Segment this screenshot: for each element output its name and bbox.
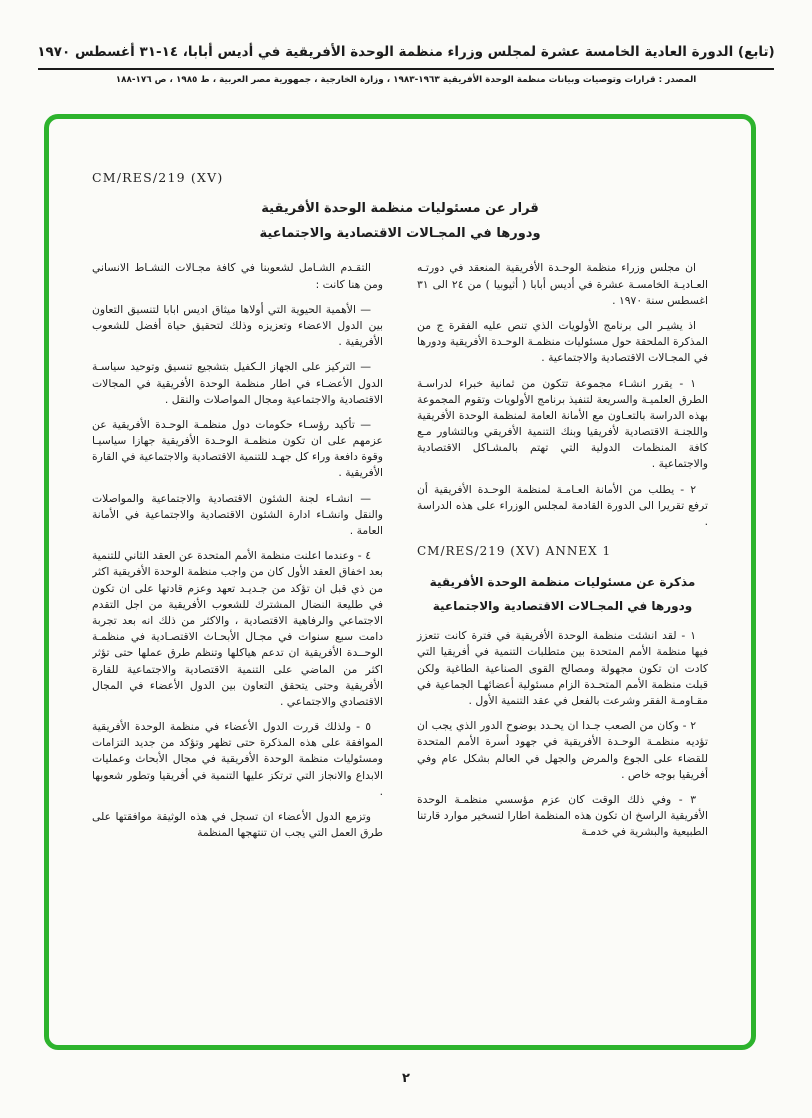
paragraph: — الأهمية الحيوية التي أولاها ميثاق اديس ابابا لتنسيق التعاون بين الدول الاعضاء وتعزيزه وذلك لتحقيق حياة أفضل للشعوب الأفريقية . (92, 302, 383, 349)
document-header (34, 42, 778, 85)
paragraph: ٢ - يطلب من الأمانة العـامـة لمنظمة الوحـدة الأفريقية أن ترفع تقريرا الى الدورة القادمة لمجلس الوزراء على هذه الدراسة . (417, 482, 708, 528)
paragraph: ٣ - وفي ذلك الوقت كان عزم مؤسسي منظمـة الوحدة الأفريقية الراسخ ان تكون هذه المنظمة اطارا لتسخير موارد قارتنا الطبيعية والبشرية في خدمـة (417, 792, 708, 839)
paragraph: ١ - يقرر انشـاء مجموعة تتكون من ثمانية خبراء لدراسـة الطرق العلميـة والسريعة لتنفيذ برنامج الأولويات وتقوم المجموعة بهذه الدراسة بالتعـاون مع الأمانة العامة لمنظمة الوحدة الأفريقية واللجنـة الاقتصادية لأفريقيا وبنك التنمية الأفريقي وبالتشاور مـع كافة المنظمات الدولية التي تهتم بالمشـاكل الاقتصادية والاجتماعية . (417, 376, 708, 471)
paragraph: — انشـاء لجنة الشئون الاقتصادية والاجتماعية والمواصلات والنقل وانشـاء ادارة الشئون الاقتصادية والاجتماعية في الأمانة العامة . (92, 491, 383, 537)
resolution-title (92, 197, 708, 246)
column-right (417, 260, 708, 850)
column-left (92, 260, 383, 850)
header-session-title: (تابع) الدورة العادية الخامسة عشرة لمجلس وزراء منظمة الوحدة الأفريقية في أديس أبابا، ١٤-٣١ أغسطس ١٩٧٠ (37, 44, 775, 60)
paragraph: ١ - لقد انشئت منظمة الوحدة الأفريقية في فترة كانت تتعزز فيها منظمة الأمم المتحدة بين متطلبات التنمية في أفريقيا التي كادت ان تكون مجهولة ومصالح القوى الصناعية الطاغية ولكن قبلت منظمة الأمم المتحـدة الزام مسئولية أعضائهـا الجماعية في مقـاومـة الفقر وشرعت بالفعل في عقد التنمية الأول . (417, 629, 708, 707)
resolution-title-line1: قرار عن مسئوليات منظمة الوحدة الأفريقية (261, 201, 539, 216)
paragraph: — تأكيد رؤسـاء حكومات دول منظمـة الوحـدة الأفريقية عن عزمهم على ان تكون منظمـة الوحـدة الأفريقية جهازا سياسيـا وقوة دافعة وراء كل جهـد للتنمية الاقتصادية والاجتماعية في القارة الأفريقية . (92, 417, 383, 480)
header-source-line: المصدر : قرارات وتوصيات وبيانات منظمة الوحدة الأفريقية ١٩٦٣-١٩٨٣ ، وزارة الخارجية ، جمهورية مصر العربية ، ط ١٩٨٥ ، ص ١٧٦-١٨٨ (115, 75, 697, 86)
paragraph: التقـدم الشـامل لشعوبنا في كافة مجـالات النشـاط الانساني ومن هنا كانت : (92, 261, 383, 291)
two-column-layout (92, 260, 708, 850)
annex-reference: CM/RES/219 (XV) ANNEX 1 (417, 544, 612, 559)
paragraph: ٥ - ولذلك قررت الدول الأعضاء في منظمة الوحدة الأفريقية الموافقة على هذه المذكرة حتى تظهر وتؤكد من جديد التزامات ومسئوليات منظمة الوحدة الأفريقية في مجال الأبحاث وعمليات الابداع والانجاز التي ترتكز عليها التنمية في أفريقيا وتطور شعوبها . (92, 720, 383, 798)
paragraph: اذ يشيـر الى برنامج الأولويات الذي تنص عليه الفقرة ج من المذكرة الملحقة حول مسئوليات منظمـة الوحـدة الأفريقية ودورها في المجـالات الاقتصادية والاجتماعية . (417, 318, 708, 365)
annex-title-line2: ودورها في المجـالات الاقتصادية والاجتماعية (432, 599, 693, 614)
document-body (92, 170, 708, 1036)
paragraph: ٢ - وكان من الصعب جـدا ان يحـدد بوضوح الدور الذي يجب ان تؤديه منظمـة الوحـدة الأفريقية في جهود أسرة الأمم المتحدة للقضاء على الجوع والمرض والجهل في العالم بشكل عام وفي أفريقيا بوجه خاص . (417, 719, 708, 781)
paragraph: وتزمع الدول الأعضاء ان تسجل في هذه الوثيقة موافقتها على طرق العمل التي يجب ان تنتهجها المنظمة (92, 810, 383, 840)
annex-title-line1: مذكرة عن مسئوليات منظمة الوحدة الأفريقية (429, 575, 696, 590)
paragraph: ٤ - وعندما اعلنت منظمة الأمم المتحدة عن العقد الثاني للتنمية بعد اخفاق العقد الأول كان من واجب منظمة الوحدة الأفريقية اكثر من ذي قبل ان تؤكد من جـديـد تعهد وعزم قادتها على ان تكون في طليعة النضال المشترك للشعوب الأفريقية من اجل التقدم الاجتماعي والرفاهية الاقتصادية ، والاكثر من ذلك انه بعد تجربة دامت سبع سنوات في مجـال الأبحـاث الاقتصـادية في منظمـة الوحــدة الأفريقية ان تدعم هياكلها وتنظم طرق عملها حتى تؤثر اكثر من الماضي على التنمية الاقتصادية والاجتماعية للقارة الأفريقية وحتى يتحقق التعاون بين الدول الأعضاء في المجال الاقتصادي والاجتماعي . (92, 549, 383, 708)
page-number: ٢ (402, 1071, 410, 1086)
resolution-title-line2: ودورها في المجـالات الاقتصادية والاجتماعية (259, 225, 541, 241)
paragraph: ان مجلس وزراء منظمة الوحـدة الأفريقية المنعقد في دورتـه العـاديـة الخامسـة عشرة في أديس أبابا ( أثيوبيا ) من ٢٤ الى ٣١ اغسطس سنة ١٩٧٠ . (417, 261, 708, 307)
paragraph: — التركيز على الجهاز الـكفيل بتشجيع تنسيق وتوحيد سياسـة الدول الأعضـاء في اطار منظمة الوحدة الأفريقية في المجالات الاقتصادية والاجتماعية ومجال المواصلات والنقل . (92, 360, 383, 406)
resolution-reference: CM/RES/219 (XV) (92, 170, 224, 185)
header-divider (38, 68, 774, 70)
annex-title (417, 570, 708, 618)
